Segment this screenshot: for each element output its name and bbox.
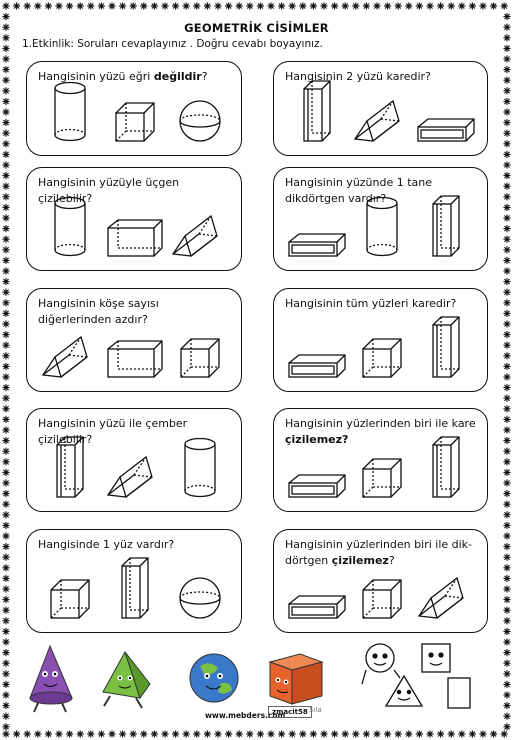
question-text-main: Hangisinin yüzüyle üçgen çizilebilir? [38, 176, 180, 205]
website-url: www.mebders.com [205, 711, 286, 720]
cone-character-icon [30, 646, 72, 712]
cube-icon[interactable] [361, 578, 403, 620]
question-card-q6 [273, 288, 488, 392]
footer-characters [0, 640, 513, 720]
rectangular-prism-flat-icon[interactable] [287, 353, 347, 379]
sphere-icon[interactable] [178, 99, 222, 143]
box-character-icon [270, 654, 322, 704]
question-text-main: Hangisinin yüzünde 1 tane dikdörtgen vardır? [285, 176, 433, 205]
question-text-main: Hangisinin 2 yüzü karedir? [285, 70, 431, 83]
square-prism-tall-icon[interactable] [431, 194, 461, 258]
square-prism-tall-icon[interactable] [55, 435, 85, 499]
question-text-main: Hangisinin yüzlerinden biri ile dik-dörtgen [285, 538, 473, 567]
question-card-q3 [26, 167, 242, 271]
question-text [38, 537, 231, 553]
cube-icon[interactable] [49, 578, 91, 620]
question-card-q4 [273, 167, 488, 271]
square-prism-tall-icon[interactable] [431, 315, 461, 379]
question-text-main: Hangisinin tüm yüzleri karedir? [285, 297, 457, 310]
globe-character-icon [190, 654, 238, 702]
cylinder-icon[interactable] [53, 81, 87, 143]
question-text-main: Hangisinin köşe sayısı diğerlerinden azdır? [38, 297, 159, 326]
question-text [38, 296, 231, 328]
square-prism-tall-icon[interactable] [431, 435, 461, 499]
question-text-main: Hangisinin yüzü ile çember çizilebilir? [38, 417, 188, 446]
question-card-q9 [26, 529, 242, 633]
question-card-q2 [273, 61, 488, 156]
square-prism-tall-icon[interactable] [120, 556, 150, 620]
cube-icon[interactable] [361, 337, 403, 379]
rectangular-prism-flat-icon[interactable] [287, 473, 347, 499]
activity-instruction: 1.Etkinlik: Soruları cevaplayınız . Doğru cevabı boyayınız. [22, 38, 323, 50]
triangular-prism-icon[interactable] [417, 576, 475, 620]
square-prism-tall-icon[interactable] [302, 79, 332, 143]
question-text-emphasis: çizilemez [331, 554, 389, 567]
author-stamp: zmacit58 [268, 706, 312, 718]
question-card-q7 [26, 408, 242, 512]
question-text-end: ? [201, 70, 208, 83]
rectangular-prism-flat-icon[interactable] [287, 232, 347, 258]
question-text [285, 296, 477, 312]
question-text-main: Hangisinde 1 yüz vardır? [38, 538, 175, 551]
triangular-prism-icon[interactable] [171, 214, 229, 258]
outline-shapes-characters-icon [362, 644, 470, 708]
cube-icon[interactable] [179, 337, 221, 379]
cylinder-icon[interactable] [365, 196, 399, 258]
question-text-main: Hangisinin yüzü eğri [38, 70, 154, 83]
cube-icon[interactable] [361, 457, 403, 499]
question-card-q10 [273, 529, 488, 633]
question-text-end: ? [388, 554, 395, 567]
question-text-emphasis: çizilemez? [285, 433, 349, 446]
cylinder-icon[interactable] [53, 196, 87, 258]
question-text-main: Hangisinin yüzlerinden biri ile kare [285, 417, 476, 430]
triangular-prism-icon[interactable] [106, 455, 164, 499]
signature: Sıla [309, 706, 322, 714]
question-card-q1 [26, 61, 242, 156]
page-title: GEOMETRİK CİSİMLER [184, 21, 329, 35]
triangular-prism-icon[interactable] [41, 335, 99, 379]
question-card-q8 [273, 408, 488, 512]
sphere-icon[interactable] [178, 576, 222, 620]
question-text [285, 537, 477, 569]
question-text-emphasis: değildir [153, 70, 202, 83]
rectangular-prism-icon[interactable] [106, 339, 164, 379]
triangular-prism-icon[interactable] [353, 99, 411, 143]
rectangular-prism-icon[interactable] [106, 218, 164, 258]
pyramid-character-icon [103, 652, 150, 708]
rectangular-prism-flat-icon[interactable] [416, 117, 476, 143]
rectangular-prism-flat-icon[interactable] [287, 594, 347, 620]
question-card-q5 [26, 288, 242, 392]
cylinder-icon[interactable] [183, 437, 217, 499]
cube-icon[interactable] [114, 101, 156, 143]
